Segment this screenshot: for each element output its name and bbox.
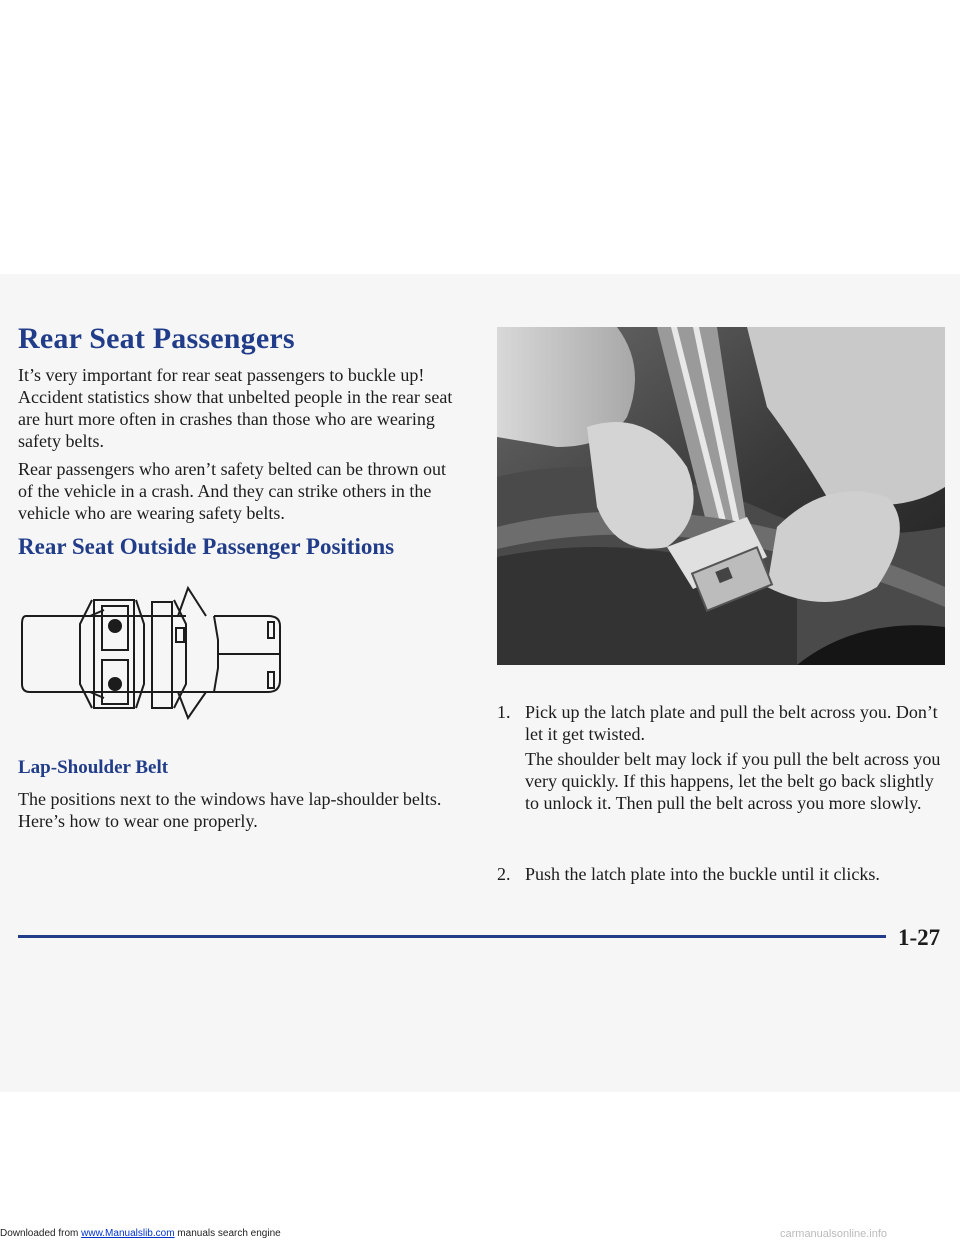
- watermark: carmanualsonline.info: [780, 1228, 888, 1240]
- page-number: 1-27: [898, 925, 941, 950]
- step-1-note: The shoulder belt may lock if you pull the belt across you very quickly. If this happens, let the belt go back slightly to unlock it. Then pull the belt across you more slowly.: [525, 749, 941, 813]
- section-title: Rear Seat Passengers: [18, 322, 295, 355]
- vehicle-seat-diagram-icon: [18, 580, 286, 722]
- manualslib-link[interactable]: www.Manualslib.com: [81, 1228, 175, 1239]
- step-2-text: Push the latch plate into the buckle until it clicks.: [525, 864, 880, 884]
- step-2-number: 2.: [497, 864, 511, 884]
- footer-prefix: Downloaded from: [0, 1228, 82, 1239]
- footer-suffix: manuals search engine: [174, 1228, 281, 1239]
- step-1-number: 1.: [497, 702, 511, 722]
- seat-belt-latch-photo: [497, 327, 945, 665]
- footer-rule: [18, 935, 886, 938]
- lap-shoulder-belt-title: Lap-Shoulder Belt: [18, 757, 169, 778]
- subsection-title: Rear Seat Outside Passenger Positions: [18, 534, 395, 559]
- lap-shoulder-belt-paragraph: The positions next to the windows have lap-shoulder belts. Here’s how to wear one properly.: [18, 789, 442, 831]
- step-1-text: Pick up the latch plate and pull the belt across you. Don’t let it get twisted.: [525, 702, 938, 744]
- warning-paragraph: Rear passengers who aren’t safety belted can be thrown out of the vehicle in a crash. And they can strike others in the vehicle who are wearing safety belts.: [18, 459, 447, 523]
- intro-paragraph: It’s very important for rear seat passengers to buckle up! Accident statistics show that unbelted people in the rear seat are hurt more often in crashes than those who are wearing safety belts.: [18, 365, 453, 451]
